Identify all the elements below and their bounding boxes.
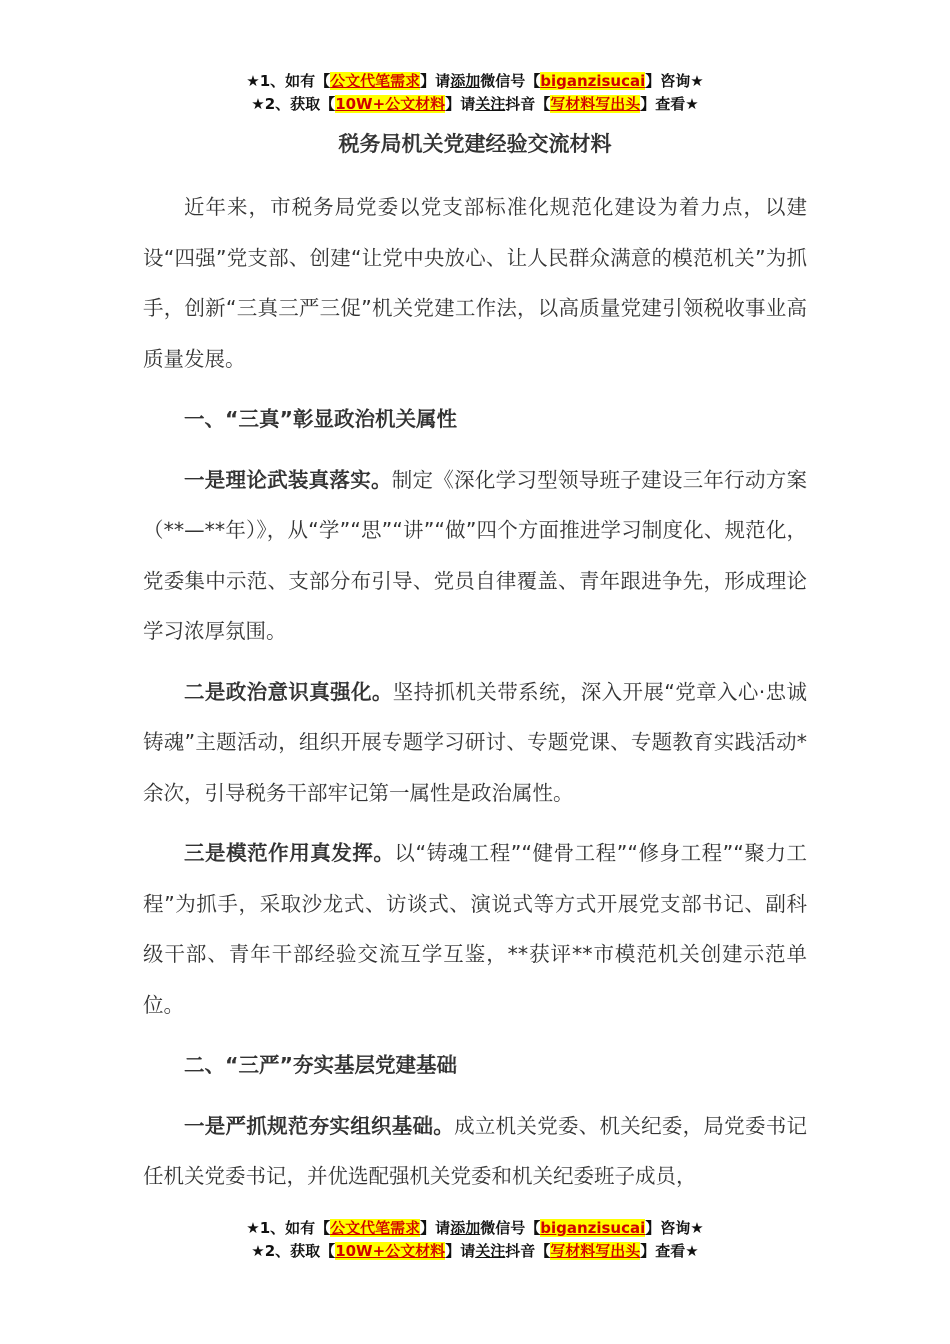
highlight-materials: 10W+公文材料 [335, 95, 446, 113]
highlight-douyin: 写材料写出头 [550, 95, 641, 113]
highlight-douyin: 写材料写出头 [550, 1242, 641, 1260]
paragraph-political: 二是政治意识真强化。坚持抓机关带系统，深入开展“党章入心·忠诚铸魂”主题活动，组织开展专题学习研讨、专题党课、专题教育实践活动*余次，引导税务干部牢记第一属性是政治属性。 [143, 679, 808, 805]
highlight-service: 公文代笔需求 [330, 1219, 421, 1237]
paragraph-lead: 一是严抓规范夯实组织基础。 [184, 1113, 455, 1138]
highlight-wechat-id: biganzisucai [540, 72, 646, 90]
paragraph-lead: 一是理论武装真落实。 [184, 467, 392, 492]
promo-line-1: ★1、如有【公文代笔需求】请添加微信号【biganzisucai】咨询★ [246, 1219, 704, 1237]
document-title: 税务局机关党建经验交流材料 [338, 132, 612, 156]
paragraph-theory: 一是理论武装真落实。制定《深化学习型领导班子建设三年行动方案（**—**年）》，从“学”“思”“讲”“做”四个方面推进学习制度化、规范化，党委集中示范、支部分布引导、党员自律覆盖、青年跟进争先，形成理论学习浓厚氛围。 [143, 467, 808, 643]
section-heading-1: 一、“三真”彰显政治机关属性 [184, 407, 457, 431]
promo-banner-top [0, 70, 950, 116]
highlight-materials: 10W+公文材料 [335, 1242, 446, 1260]
highlight-service: 公文代笔需求 [330, 72, 421, 90]
promo-banner-bottom [0, 1217, 950, 1263]
paragraph-lead: 三是模范作用真发挥。 [184, 841, 395, 865]
section-heading-2: 二、“三严”夯实基层党建基础 [184, 1053, 457, 1077]
highlight-wechat-id: biganzisucai [540, 1219, 646, 1237]
document-body [143, 182, 807, 1202]
intro-paragraph: 近年来，市税务局党委以党支部标准化规范化建设为着力点，以建设“四强”党支部、创建“让党中央放心、让人民群众满意的模范机关”为抓手，创新“三真三严三促”机关党建工作法，以高质量党建引领税收事业高质量发展。 [143, 195, 807, 371]
paragraph-lead: 二是政治意识真强化。 [184, 679, 393, 704]
paragraph-model: 三是模范作用真发挥。以“铸魂工程”“健骨工程”“修身工程”“聚力工程”为抓手，采取沙龙式、访谈式、演说式等方式开展党支部书记、副科级干部、青年干部经验交流互学互鉴，**获评**市模范机关创建示范单位。 [143, 841, 808, 1017]
promo-line-2: ★2、获取【10W+公文材料】请关注抖音【写材料写出头】查看★ [251, 1242, 699, 1260]
promo-line-2: ★2、获取【10W+公文材料】请关注抖音【写材料写出头】查看★ [251, 95, 699, 113]
paragraph-organization: 一是严抓规范夯实组织基础。成立机关党委、机关纪委，局党委书记任机关党委书记，并优选配强机关党委和机关纪委班子成员， [143, 1113, 808, 1188]
promo-line-1: ★1、如有【公文代笔需求】请添加微信号【biganzisucai】咨询★ [246, 72, 704, 90]
